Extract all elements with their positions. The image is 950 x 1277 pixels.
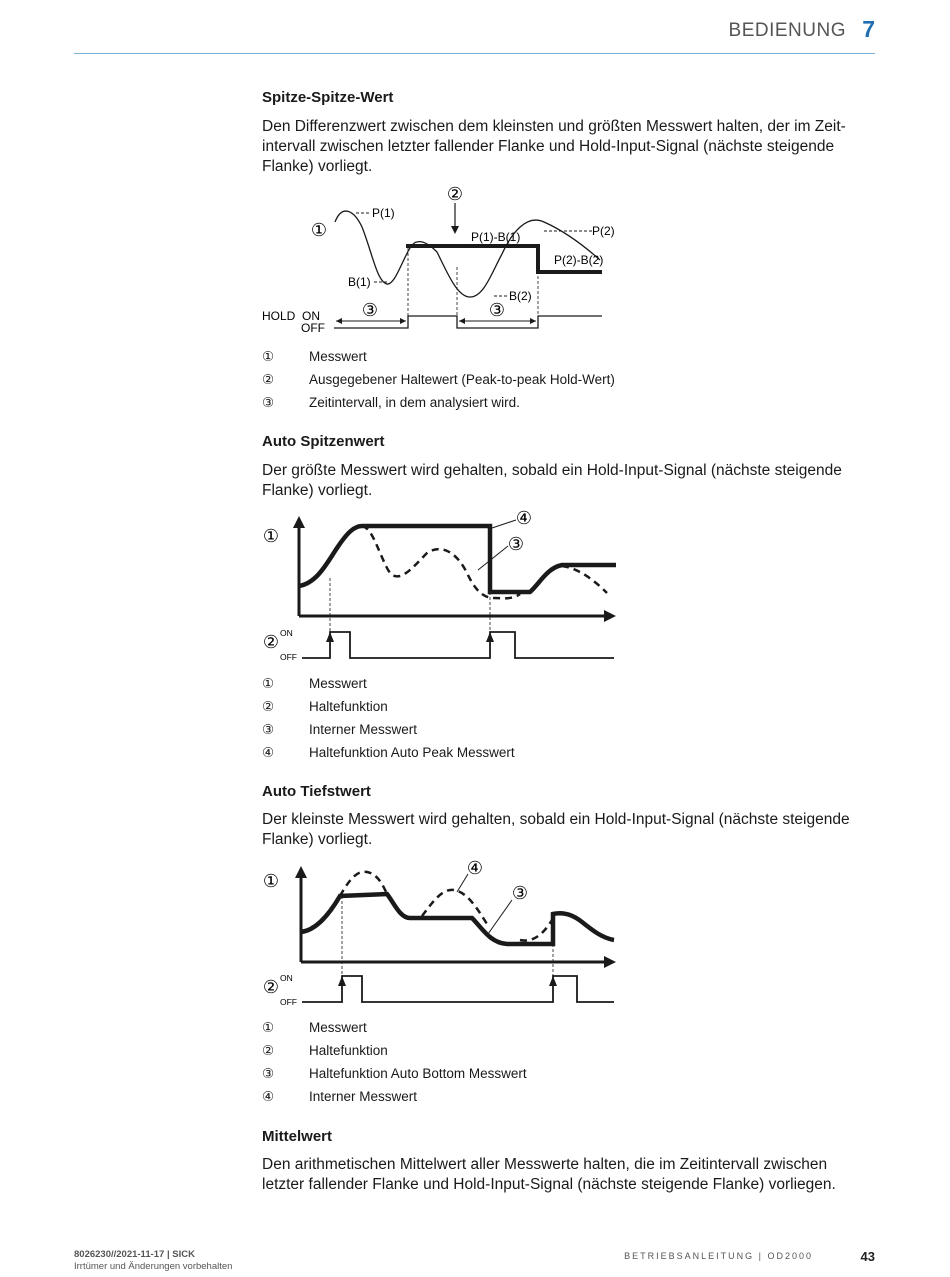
label-off: OFF (280, 997, 297, 1007)
label-off: OFF (280, 652, 297, 662)
callout-1: ① (262, 871, 280, 891)
label-off: OFF (301, 321, 325, 335)
footer-doc-info (74, 1249, 232, 1273)
section-heading-mittelwert: Mittelwert (262, 1128, 333, 1145)
section-text-mittelwert: Den arithmetischen Mittelwert aller Messwerte halten, die im Zeitintervall zwischen letzter fallender Flanke und Hold-Input-Signal (nächste steigende Flanke) vorliegen. (262, 1156, 836, 1193)
chapter-number: 7 (862, 16, 875, 42)
legend-item: ④ Interner Messwert (262, 1088, 418, 1104)
callout-3: ③ (507, 534, 525, 554)
internal-value-curve (362, 526, 520, 598)
callout-2: ② (262, 977, 280, 997)
figure-auto-bottom (262, 858, 622, 1010)
footer-disclaimer: Irrtümer und Änderungen vorbehalten (74, 1261, 233, 1272)
label-on: ON (302, 309, 320, 323)
label-on: ON (280, 973, 293, 983)
footer-doc-id: 8026230//2021-11-17 | SICK (74, 1249, 195, 1260)
section-text-spitze-spitze: Den Differenzwert zwischen dem kleinsten und größten Messwert halten, der im Zeit-intervall zwischen letzter fallender Flanke und Hold-Input-Signal (nächste steigende Flanke) vorliegt. (262, 118, 846, 175)
callout-1: ① (310, 220, 328, 240)
callout-4: ④ (515, 508, 533, 528)
chapter-title: BEDIENUNG (728, 20, 846, 41)
section-heading-spitze-spitze: Spitze-Spitze-Wert (262, 89, 394, 106)
label-p1: P(1) (372, 206, 395, 220)
callout-2: ② (446, 184, 464, 204)
legend-item: ① Messwert (262, 1019, 367, 1035)
section-text-auto-tiefstwert: Der kleinste Messwert wird gehalten, sobald ein Hold-Input-Signal (nächste steigende Flanke) vorliegt. (262, 811, 850, 848)
section-heading-auto-spitzenwert: Auto Spitzenwert (262, 433, 385, 450)
hold-bottom-curve (301, 894, 614, 944)
label-p2b2: P(2)-B(2) (554, 253, 604, 267)
label-b1: B(1) (348, 275, 371, 289)
label-p2: P(2) (592, 224, 615, 238)
legend-spitze-spitze (262, 345, 615, 414)
footer-manual-title: BETRIEBSANLEITUNG | OD2000 (624, 1251, 813, 1261)
legend-item: ② Ausgegebener Haltewert (Peak-to-peak Hold-Wert) (262, 371, 615, 387)
label-hold: HOLD (262, 309, 296, 323)
callout-3b: ③ (488, 300, 506, 320)
legend-item: ① Messwert (262, 348, 367, 364)
callout-3a: ③ (361, 300, 379, 320)
legend-item: ③ Interner Messwert (262, 721, 418, 737)
callout-3: ③ (511, 883, 529, 903)
legend-auto-tiefstwert (262, 1016, 527, 1108)
page-number: 43 (860, 1249, 875, 1264)
section-heading-auto-tiefstwert: Auto Tiefstwert (262, 783, 371, 800)
label-b2: B(2) (509, 289, 532, 303)
section-text-auto-spitzenwert: Der größte Messwert wird gehalten, sobald ein Hold-Input-Signal (nächste steigende Flanke) vorliegt. (262, 462, 842, 499)
label-on: ON (280, 628, 293, 638)
hold-signal (302, 976, 614, 1002)
callout-4: ④ (466, 858, 484, 878)
legend-item: ② Haltefunktion (262, 698, 388, 714)
legend-item: ③ Zeitintervall, in dem analysiert wird. (262, 394, 520, 410)
hold-signal (302, 632, 614, 658)
legend-auto-spitzenwert (262, 672, 515, 764)
legend-item: ② Haltefunktion (262, 1042, 388, 1058)
figure-peak-to-peak (262, 182, 622, 337)
callout-1: ① (262, 526, 280, 546)
legend-item: ④ Haltefunktion Auto Peak Messwert (262, 744, 515, 760)
header-rule (74, 53, 875, 54)
legend-item: ③ Haltefunktion Auto Bottom Messwert (262, 1065, 527, 1081)
legend-item: ① Messwert (262, 675, 367, 691)
figure-auto-peak (262, 508, 622, 666)
label-p1b1: P(1)-B(1) (471, 230, 521, 244)
callout-2: ② (262, 632, 280, 652)
